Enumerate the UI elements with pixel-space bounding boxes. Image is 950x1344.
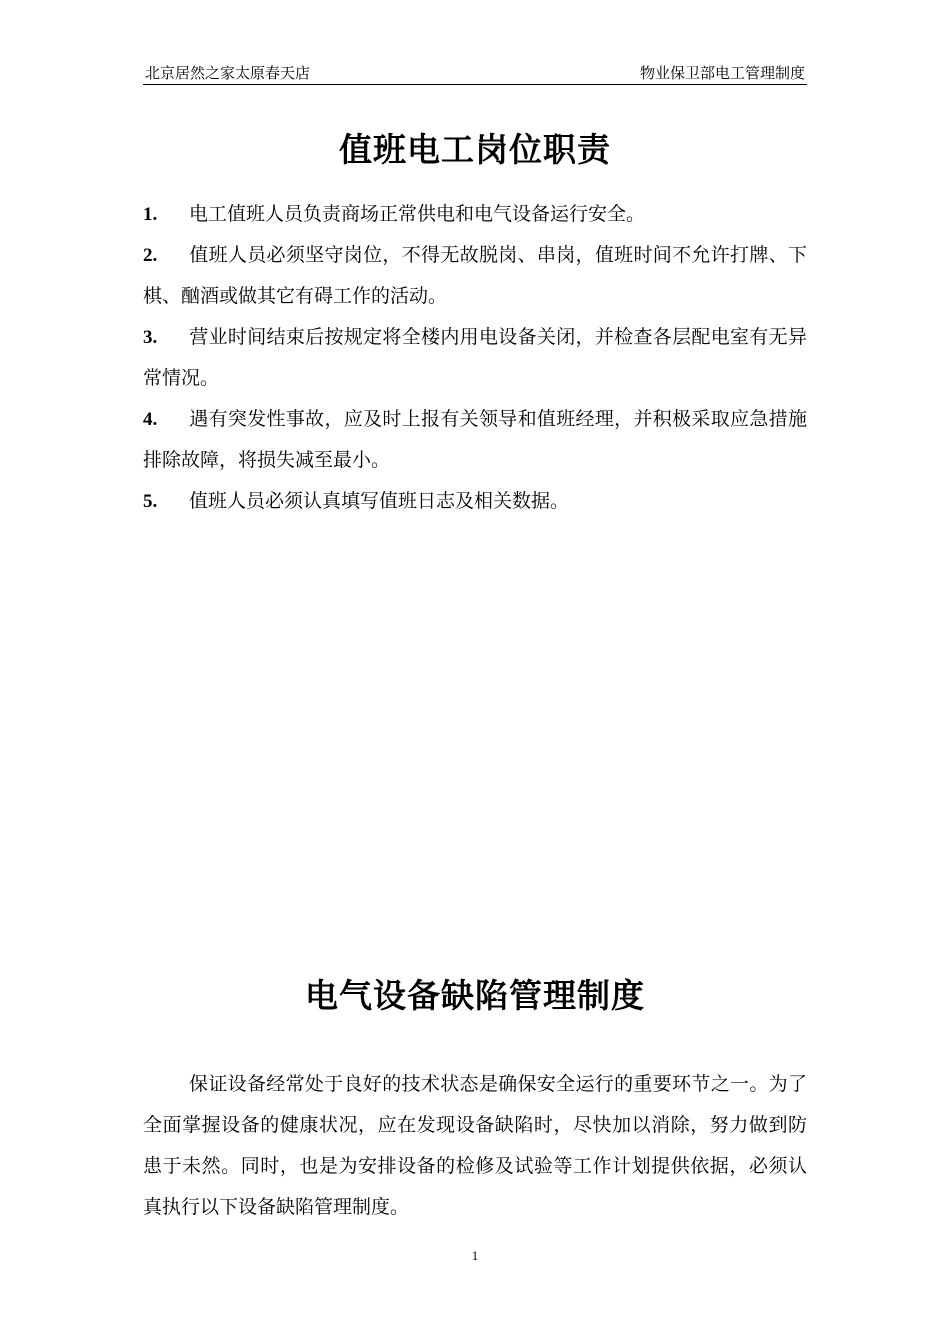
section-title-duty-electrician: 值班电工岗位职责 [339, 130, 611, 169]
header-document-name: 物业保卫部电工管理制度 [639, 64, 805, 82]
duty-item-number: 5. [143, 491, 158, 512]
header-store-name: 北京居然之家太原春天店 [145, 64, 311, 82]
page-header [143, 62, 807, 85]
duty-item [143, 399, 807, 481]
duty-item-text: 值班人员必须坚守岗位，不得无故脱岗、串岗，值班时间不允许打牌、下棋、酗酒或做其它有碍工作的活动。 [143, 244, 807, 307]
duty-item [143, 317, 807, 399]
duty-item-number: 4. [143, 409, 158, 430]
duty-list [143, 194, 807, 522]
duty-item [143, 194, 807, 235]
duty-item-text: 电工值班人员负责商场正常供电和电气设备运行安全。 [189, 203, 646, 225]
duty-item-text: 值班人员必须认真填写值班日志及相关数据。 [189, 490, 570, 512]
duty-item [143, 235, 807, 317]
section-title-defect-management: 电气设备缺陷管理制度 [305, 976, 645, 1015]
duty-item-number: 2. [143, 245, 158, 266]
duty-item-text: 遇有突发性事故，应及时上报有关领导和值班经理，并积极采取应急措施排除故障，将损失减至最小。 [143, 408, 807, 471]
page-number: 1 [471, 1248, 479, 1263]
duty-item-text: 营业时间结束后按规定将全楼内用电设备关闭，并检查各层配电室有无异常情况。 [143, 326, 807, 389]
duty-item-number: 3. [143, 327, 158, 348]
duty-item [143, 481, 807, 522]
duty-item-number: 1. [143, 204, 158, 225]
defect-management-intro: 保证设备经常处于良好的技术状态是确保安全运行的重要环节之一。为了全面掌握设备的健康状况，应在发现设备缺陷时，尽快加以消除，努力做到防患于未然。同时，也是为安排设备的检修及试验等工作计划提供依据，必须认真执行以下设备缺陷管理制度。 [143, 1073, 807, 1218]
